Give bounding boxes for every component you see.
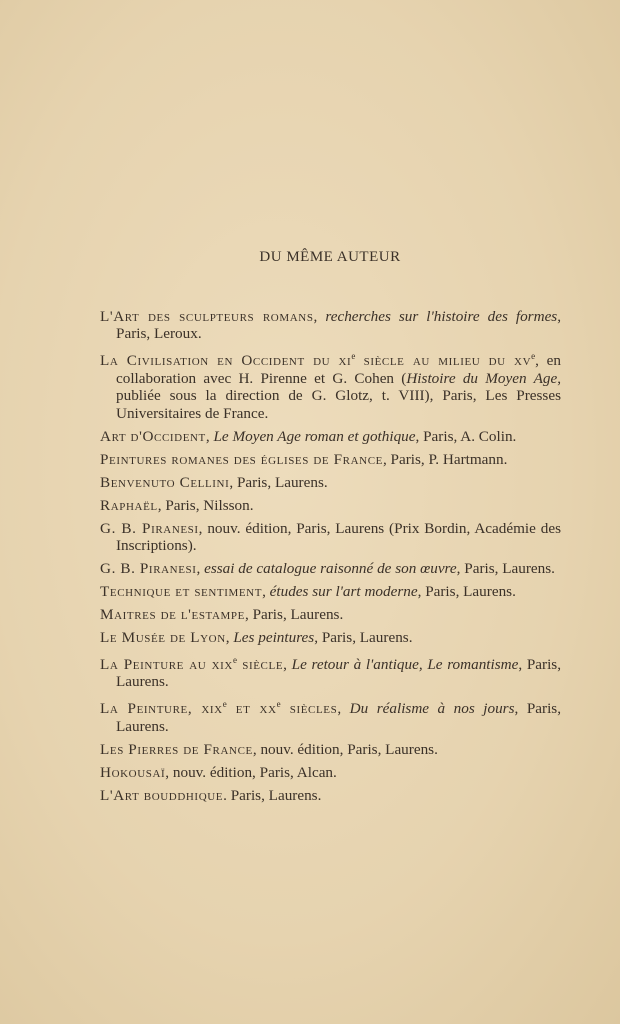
publication-info: ,: [337, 700, 350, 718]
bibliography-entry: [100, 560, 561, 577]
bibliography-entry: [100, 629, 561, 646]
italic-subtitle: recherches sur l'histoire des formes: [325, 308, 558, 325]
publication-info: , publiée sous la direction de G. Glotz, t. VIII), Paris, Les Presses Universitaires de France.: [116, 369, 561, 422]
publication-info: , en collaboration avec H. Pirenne et G. Cohen (: [116, 352, 561, 387]
publication-info: , Paris, Leroux.: [116, 308, 562, 343]
italic-subtitle: Du réalisme à nos jours: [349, 700, 515, 718]
publication-info: , Paris, Laurens.: [417, 583, 516, 601]
publication-info: , Paris, Laurens.: [116, 700, 561, 735]
work-title: Le Musée de Lyon: [100, 629, 226, 647]
publication-info: ,: [196, 560, 205, 578]
bibliography-entry: [100, 520, 561, 555]
work-title: et xx: [226, 700, 277, 718]
bibliography-entry: [100, 308, 561, 343]
work-title: La Peinture au xix: [100, 656, 233, 674]
bibliography-entry: [100, 497, 561, 514]
publication-info: , Paris, P. Hartmann.: [382, 450, 508, 468]
bibliography-entry: [100, 696, 561, 735]
bibliography-entry: [100, 764, 561, 781]
publication-info: , Paris, Laurens.: [314, 629, 413, 647]
publication-info: ,: [313, 308, 326, 325]
publication-info: , Paris, A. Colin.: [415, 427, 517, 445]
publication-info: ,: [225, 629, 234, 647]
italic-subtitle: Histoire du Moyen Age: [406, 369, 558, 387]
work-title: siècle au milieu du xv: [355, 352, 532, 370]
bibliography-entry: [100, 741, 561, 758]
superscript: e: [276, 699, 281, 710]
work-title: Benvenuto Cellini: [100, 473, 230, 491]
bibliography-entry: [100, 428, 561, 445]
work-title: Hokousaï: [100, 763, 166, 781]
publication-info: , Paris, Laurens.: [116, 656, 562, 691]
publication-info: , nouv. édition, Paris, Laurens (Prix Bordin, Académie des Inscriptions).: [116, 519, 561, 555]
publication-info: , nouv. édition, Paris, Alcan.: [165, 763, 337, 781]
publication-info: ,: [205, 427, 214, 445]
italic-subtitle: essai de catalogue raisonné de son œuvre: [204, 560, 457, 578]
superscript: e: [232, 655, 237, 666]
publication-info: , nouv. édition, Paris, Laurens.: [252, 740, 438, 758]
bibliography-entry: [100, 451, 561, 468]
italic-subtitle: Le retour à l'antique, Le romantisme: [291, 656, 519, 674]
italic-subtitle: Le Moyen Age roman et gothique: [213, 427, 416, 445]
work-title: G. B. Piranesi: [100, 519, 199, 537]
work-title: L'Art des sculpteurs romans: [100, 308, 314, 325]
bibliography-entry: [100, 583, 561, 600]
bibliography-entry: [100, 474, 561, 491]
publication-info: . Paris, Laurens.: [223, 786, 322, 804]
superscript: e: [531, 351, 536, 362]
work-title: La Peinture, xix: [100, 700, 223, 718]
publication-info: ,: [262, 583, 270, 601]
work-title: siècle: [236, 656, 284, 674]
bibliography-entry: [100, 606, 561, 623]
italic-subtitle: études sur l'art moderne: [269, 583, 418, 601]
work-title: G. B. Piranesi: [100, 560, 197, 578]
bibliography-entry: [100, 652, 561, 691]
work-title: Art d'Occident: [100, 427, 206, 445]
work-title: siècles: [280, 700, 338, 718]
italic-subtitle: Les peintures: [233, 629, 315, 647]
bibliography-entry: [100, 348, 561, 422]
page-heading: DU MÊME AUTEUR: [259, 249, 401, 265]
bibliography-entry: [100, 787, 561, 804]
publication-info: , Paris, Laurens.: [244, 606, 344, 624]
work-title: Raphaël: [100, 496, 158, 514]
work-title: L'Art bouddhique: [100, 786, 224, 804]
work-title: Peintures romanes des églises de France: [100, 450, 383, 468]
work-title: Maitres de l'estampe: [100, 606, 245, 624]
work-title: La Civilisation en Occident du xi: [100, 352, 352, 370]
work-title: Technique et sentiment: [100, 583, 263, 601]
publication-info: , Paris, Nilsson.: [157, 496, 254, 514]
publication-info: , Paris, Laurens.: [456, 560, 555, 578]
publication-info: , Paris, Laurens.: [229, 473, 328, 491]
publication-info: ,: [283, 656, 292, 674]
superscript: e: [222, 699, 227, 710]
bibliography-list: [100, 308, 561, 810]
work-title: Les Pierres de France: [100, 740, 253, 758]
superscript: e: [351, 351, 356, 362]
